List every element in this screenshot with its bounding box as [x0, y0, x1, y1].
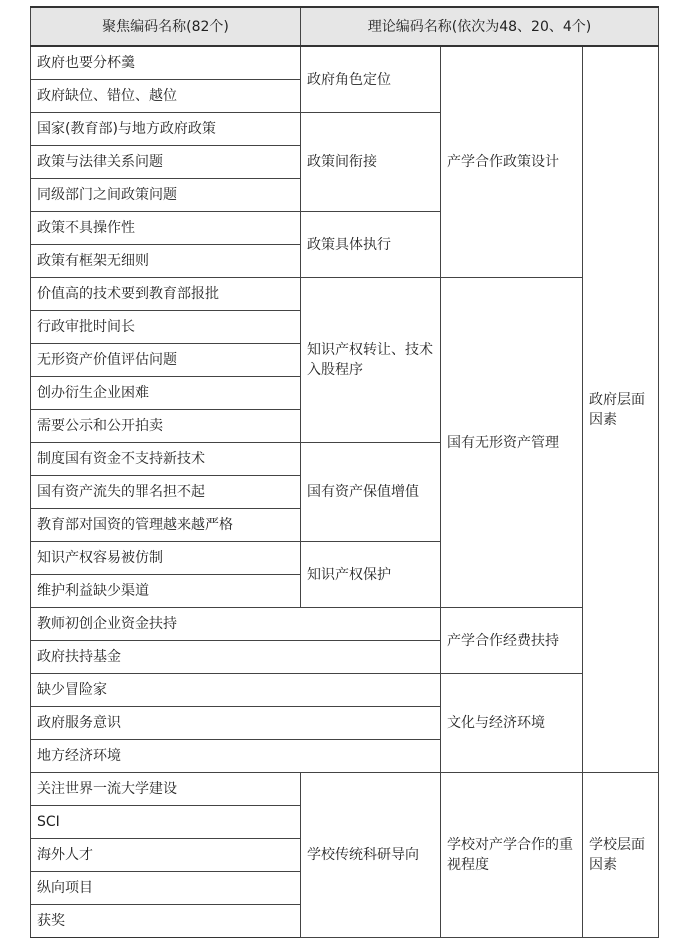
focused-code: 获奖: [31, 905, 301, 938]
header-theoretical-codes: 理论编码名称(依次为48、20、4个): [301, 7, 659, 46]
header-row: [31, 7, 659, 46]
focused-code: 海外人才: [31, 839, 301, 872]
focused-code: 国家(教育部)与地方政府政策: [31, 113, 301, 146]
focused-code: 教师初创企业资金扶持: [31, 608, 441, 641]
table-row: [31, 608, 659, 641]
table-row: [31, 46, 659, 80]
focused-code: 知识产权容易被仿制: [31, 542, 301, 575]
header-focused-codes: 聚焦编码名称(82个): [31, 7, 301, 46]
focused-code: 政府扶持基金: [31, 641, 441, 674]
secondary-code: 政府角色定位: [301, 46, 441, 113]
focused-code: 教育部对国资的管理越来越严格: [31, 509, 301, 542]
secondary-code: 政策具体执行: [301, 212, 441, 278]
focused-code: 政府服务意识: [31, 707, 441, 740]
focused-code: 同级部门之间政策问题: [31, 179, 301, 212]
level-school: 学校层面因素: [583, 773, 659, 938]
focused-code: 国有资产流失的罪名担不起: [31, 476, 301, 509]
level-government: 政府层面因素: [583, 46, 659, 773]
secondary-code: 知识产权保护: [301, 542, 441, 608]
focused-code: 政府也要分杯羹: [31, 46, 301, 80]
focused-code: 政策与法律关系问题: [31, 146, 301, 179]
focused-code: 政策有框架无细则: [31, 245, 301, 278]
focused-code: 缺少冒险家: [31, 674, 441, 707]
focused-code: 制度国有资金不支持新技术: [31, 443, 301, 476]
table-row: [31, 278, 659, 311]
tertiary-code: 文化与经济环境: [441, 674, 583, 773]
focused-code: 地方经济环境: [31, 740, 441, 773]
tertiary-code: 国有无形资产管理: [441, 278, 583, 608]
tertiary-code: 产学合作政策设计: [441, 46, 583, 278]
focused-code: 政策不具操作性: [31, 212, 301, 245]
secondary-code: 知识产权转让、技术入股程序: [301, 278, 441, 443]
table-row: [31, 674, 659, 707]
focused-code: 需要公示和公开拍卖: [31, 410, 301, 443]
tertiary-code: 产学合作经费扶持: [441, 608, 583, 674]
secondary-code: 政策间衔接: [301, 113, 441, 212]
focused-code: 行政审批时间长: [31, 311, 301, 344]
secondary-code: 学校传统科研导向: [301, 773, 441, 938]
focused-code: 创办衍生企业困难: [31, 377, 301, 410]
table-row: [31, 773, 659, 806]
focused-code: 维护利益缺少渠道: [31, 575, 301, 608]
focused-code: 价值高的技术要到教育部报批: [31, 278, 301, 311]
focused-code: 政府缺位、错位、越位: [31, 80, 301, 113]
focused-code: 关注世界一流大学建设: [31, 773, 301, 806]
focused-code: 无形资产价值评估问题: [31, 344, 301, 377]
tertiary-code: 学校对产学合作的重视程度: [441, 773, 583, 938]
secondary-code: 国有资产保值增值: [301, 443, 441, 542]
focused-code: SCI: [31, 806, 301, 839]
coding-table: [30, 6, 659, 938]
focused-code: 纵向项目: [31, 872, 301, 905]
